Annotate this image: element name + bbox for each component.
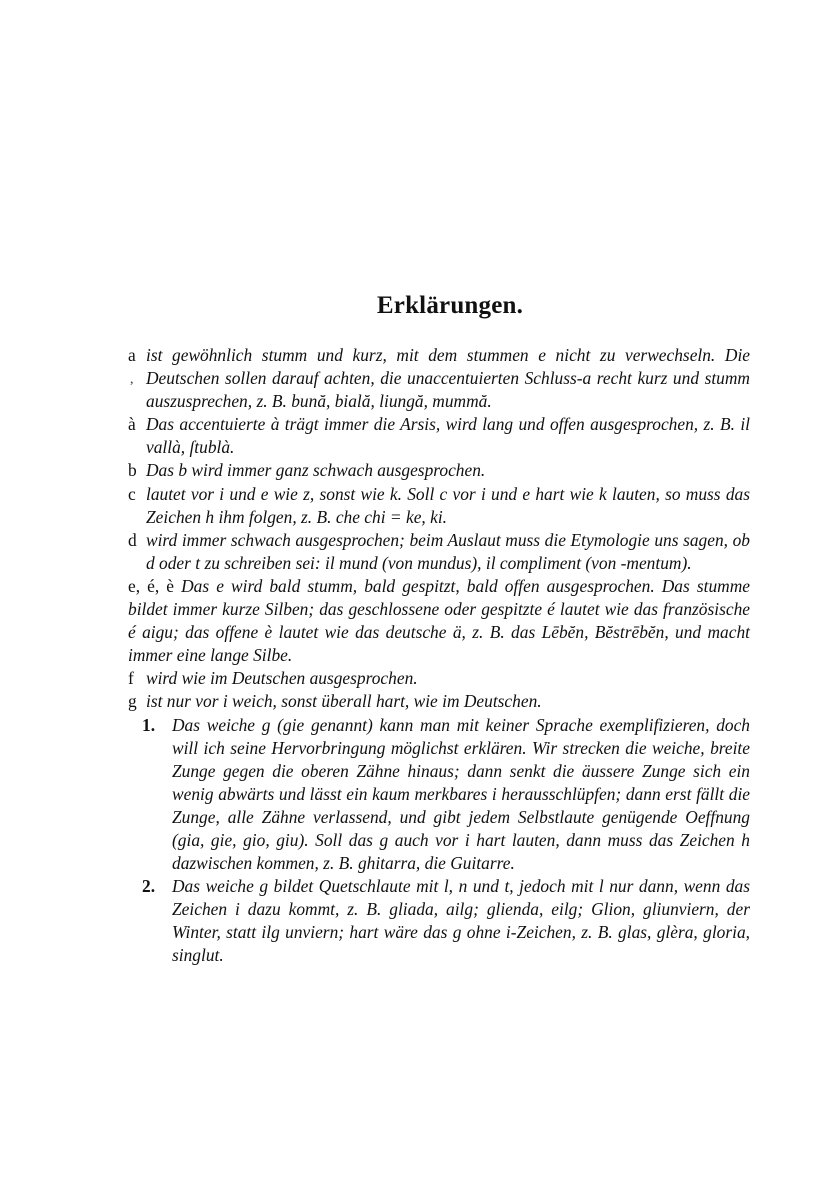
entry-text: Das accentuierte à trägt immer die Arsis, wird lang und offen ausgesprochen, z. B. il vallà, ſtublà.	[146, 414, 750, 458]
entry-text: e, é, è Das e wird bald stumm, bald gespitzt, bald offen ausgesprochen. Das stumme bildet immer kurze Silben; das geschlossene oder gespitzte é lautet wie das französische é aigu; das offene è lautet wie das deutsche ä, z. B. das Lēbĕn, Bĕstrēbĕn, und macht immer eine lange Silbe.	[128, 575, 750, 666]
g-subsection-2	[128, 875, 750, 967]
entry-a-grave	[128, 413, 750, 459]
entry-key: d	[128, 529, 137, 550]
glossary-body	[128, 344, 750, 968]
subsection-text: Das weiche g bildet Quetschlaute mit l, n und t, jedoch mit l nur dann, wenn das Zeichen i dazu kommt, z. B. gliada, ailg; glienda, eilg; Glion, gliunviern, der Winter, statt ilg unviern; hart wäre das g ohne i-Zeichen, z. B. glas, glèra, gloria, singlut.	[172, 876, 750, 966]
entry-f	[128, 667, 750, 690]
entry-key: b	[128, 460, 137, 481]
stray-mark: ,	[130, 372, 134, 387]
entry-text: Das b wird immer ganz schwach ausgesprochen.	[146, 460, 486, 481]
entry-text: wird immer schwach ausgesprochen; beim Auslaut muss die Etymologie uns sagen, ob d oder t zu schreiben sei: il mund (von mundus), il compliment (von -mentum).	[146, 529, 750, 573]
subsection-text: Das weiche g (gie genannt) kann man mit keiner Sprache exemplifizieren, doch will ich seine Hervorbringung möglichst erklären. Wir strecken die weiche, breite Zunge gegen die oberen Zähne hinaus; dann senkt die äussere Zunge sich ein wenig abwärts und lässt ein kaum merkbares i herausschlüpfen; dann erst fällt die Zunge, alle Zähne verlassend, und gibt jedem Selbstlaute genügende Oeffnung (gia, gie, gio, giu). Soll das g auch vor i hart lauten, dann muss das Zeichen h dazwischen kommen, z. B. ghitarra, die Guitarre.	[172, 714, 750, 874]
entry-key: f	[128, 668, 134, 689]
g-subsection-1	[128, 714, 750, 876]
entry-key: c	[128, 483, 136, 504]
entry-e	[128, 575, 750, 667]
entry-g	[128, 690, 750, 713]
page-title: Erklärungen.	[376, 292, 524, 319]
entry-key: g	[128, 691, 137, 712]
entry-d	[128, 529, 750, 575]
entry-key: a	[128, 345, 136, 365]
entry-text: lautet vor i und e wie z, sonst wie k. Soll c vor i und e hart wie k lauten, so muss das Zeichen h ihm folgen, z. B. che chi = ke, ki.	[146, 483, 750, 527]
entry-b	[128, 459, 750, 482]
subsection-number: 2.	[142, 876, 156, 897]
entry-text: ist gewöhnlich stumm und kurz, mit dem stummen e nicht zu verwechseln. Die Deutschen sollen darauf achten, die unaccentuierten Schluss-a recht kurz und stumm auszusprechen, z. B. bună, bială, liungă, mummă.	[146, 345, 750, 412]
entry-c	[128, 483, 750, 529]
entry-key: à	[128, 414, 136, 435]
entry-a	[128, 344, 750, 413]
entry-text: wird wie im Deutschen ausgesprochen.	[146, 668, 418, 689]
subsection-number: 1.	[142, 714, 156, 735]
entry-text: ist nur vor i weich, sonst überall hart, wie im Deutschen.	[146, 691, 542, 712]
entry-key: e, é, è	[128, 575, 175, 596]
